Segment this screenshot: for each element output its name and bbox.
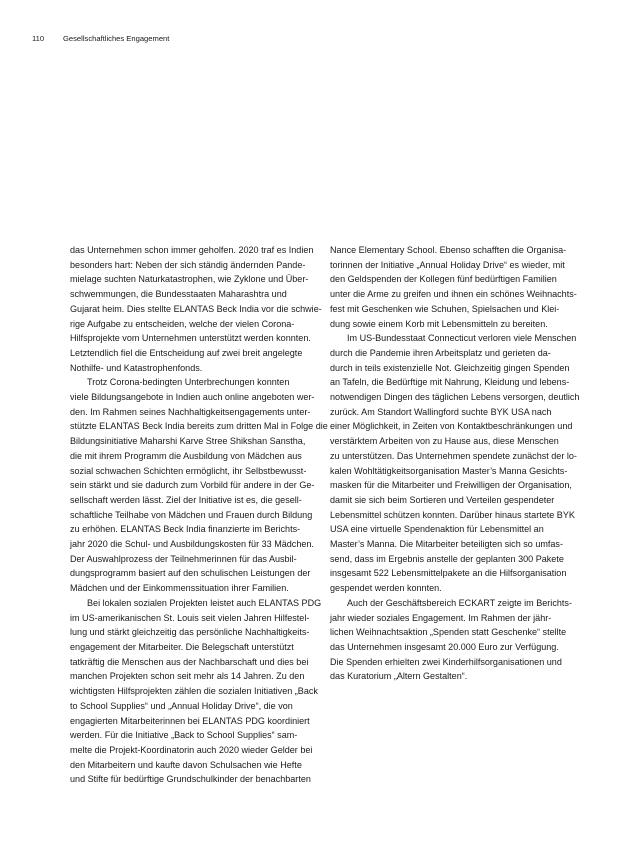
paragraph: Trotz Corona-bedingten Unterbrechungen konnten viele Bildungsangebote in Indien auch online angeboten wer- den. Im Rahmen seines Nachhaltigkeitsengagements unter- stützte ELANTAS Beck India bereits zum dritten Mal in Folge die Bildungsinitiative Maharshi Karve Stree Shikshan Sanstha, die mit ihrem Programm die Ausbildung von Mädchen aus sozial schwachen Schichten ermöglicht, ihr Selbstbewusst- sein stärkt und sie dadurch zum Vorbild für andere in der Ge- sellschaft werden lässt. Ziel der Initiative ist es, die gesell- schaftliche Teilhabe von Mädchen und Frauen durch Bildung zu erhöhen. ELANTAS Beck India finanzierte im Berichts- jahr 2020 die Schul- und Ausbildungskosten für 33 Mädchen. Der Auswahlprozess der Teilnehmerinnen für das Ausbil- dungsprogramm basiert auf den schulischen Leistungen der Mädchen und der Einkommenssituation ihrer Familien. <box>70 377 328 594</box>
paragraph: Auch der Geschäftsbereich ECKART zeigte im Berichts- jahr wieder soziales Engagement. Im Rahmen der jähr- lichen Weihnachtsaktion „Spenden statt Geschenke“ stellte das Unternehmen insgesamt 20.000 Euro zur Verfügung. Die Spenden erhielten zwei Kinderhilfsorganisationen und das Kuratorium „Altern Gestalten“. <box>330 597 572 682</box>
paragraph: Im US-Bundesstaat Connecticut verloren viele Menschen durch die Pandemie ihren Arbeitsplatz und gerieten da- durch in teils existenzielle Not. Gleichzeitig gingen Spenden an Tafeln, die Bedürftige mit Nahrung, Kleidung und lebens- notwendigen Dingen des täglichen Lebens versorgen, deutlich zurück. Am Standort Wallingford suchte BYK USA nach einer Möglichkeit, in Zeiten von Kontaktbeschränkungen und verstärktem Arbeiten von zu Hause aus, diese Menschen zu unterstützen. Das Unternehmen spendete zunächst der lo- kalen Wohltätigkeitsorganisation Master’s Manna Gesichts- masken für die Mitarbeiter und Freiwilligen der Organisation, damit sie sich beim Sortieren und Verteilen gespendeter Lebensmittel schützen konnten. Darüber hinaus startete BYK USA eine virtuelle Spendenaktion für Lebensmittel an Master’s Manna. Die Mitarbeiter beteiligten sich so umfas- send, dass im Ergebnis anstelle der geplanten 300 Pakete insgesamt 522 Lebensmittelpakete an die Hilfsorganisation gespendet werden konnten. <box>330 333 580 594</box>
paragraph: Nance Elementary School. Ebenso schafften die Organisa- torinnen der Initiative „Annual Holiday Drive“ es wieder, mit den Geldspenden der Kollegen fünf bedürftigen Familien unter die Arme zu greifen und ihnen ein schönes Weihnachts- fest mit Geschenken wie Schuhen, Spielsachen und Klei- dung sowie einem Korb mit Lebensmitteln zu bereiten. <box>330 245 577 329</box>
text-column-right <box>330 243 618 684</box>
page-header <box>32 34 169 44</box>
section-title: Gesellschaftliches Engagement <box>63 34 170 43</box>
page-number: 110 <box>32 34 45 43</box>
paragraph: das Unternehmen schon immer geholfen. 2020 traf es Indien besonders hart: Neben der sich ständig ändernden Pande- mielage suchten Naturkatastrophen, wie Zyklone und Über- schwemmungen, die Bundesstaaten Maharashtra und Gujarat heim. Dies stellte ELANTAS Beck India vor die schwie- rige Aufgabe zu entscheiden, welche der vielen Corona- Hilfsprojekte vom Unternehmen unterstützt werden konnten. Letztendlich fiel die Entscheidung auf zwei breit angelegte Nothilfe- und Katastrophenfonds. <box>70 245 322 373</box>
text-column-left <box>70 243 358 787</box>
paragraph: Bei lokalen sozialen Projekten leistet auch ELANTAS PDG im US-amerikanischen St. Louis seit vielen Jahren Hilfestel- lung und stärkt gleichzeitig das persönliche Nachhaltigkeits- engagement der Mitarbeiter. Die Belegschaft unterstützt tatkräftig die Menschen aus der Nachbarschaft und dies bei manchen Projekten schon seit mehr als 14 Jahren. Zu den wichtigsten Hilfsprojekten zählen die sozialen Initiativen „Back to School Supplies“ und „Annual Holiday Drive“, die von engagierten Mitarbeiterinnen bei ELANTAS PDG koordiniert werden. Für die Initiative „Back to School Supplies“ sam- melte die Projekt-Koordinatorin auch 2020 wieder Gelder bei den Mitarbeitern und kaufte davon Schulsachen wie Hefte und Stifte für bedürftige Grundschulkinder der benachbarten <box>70 597 322 785</box>
